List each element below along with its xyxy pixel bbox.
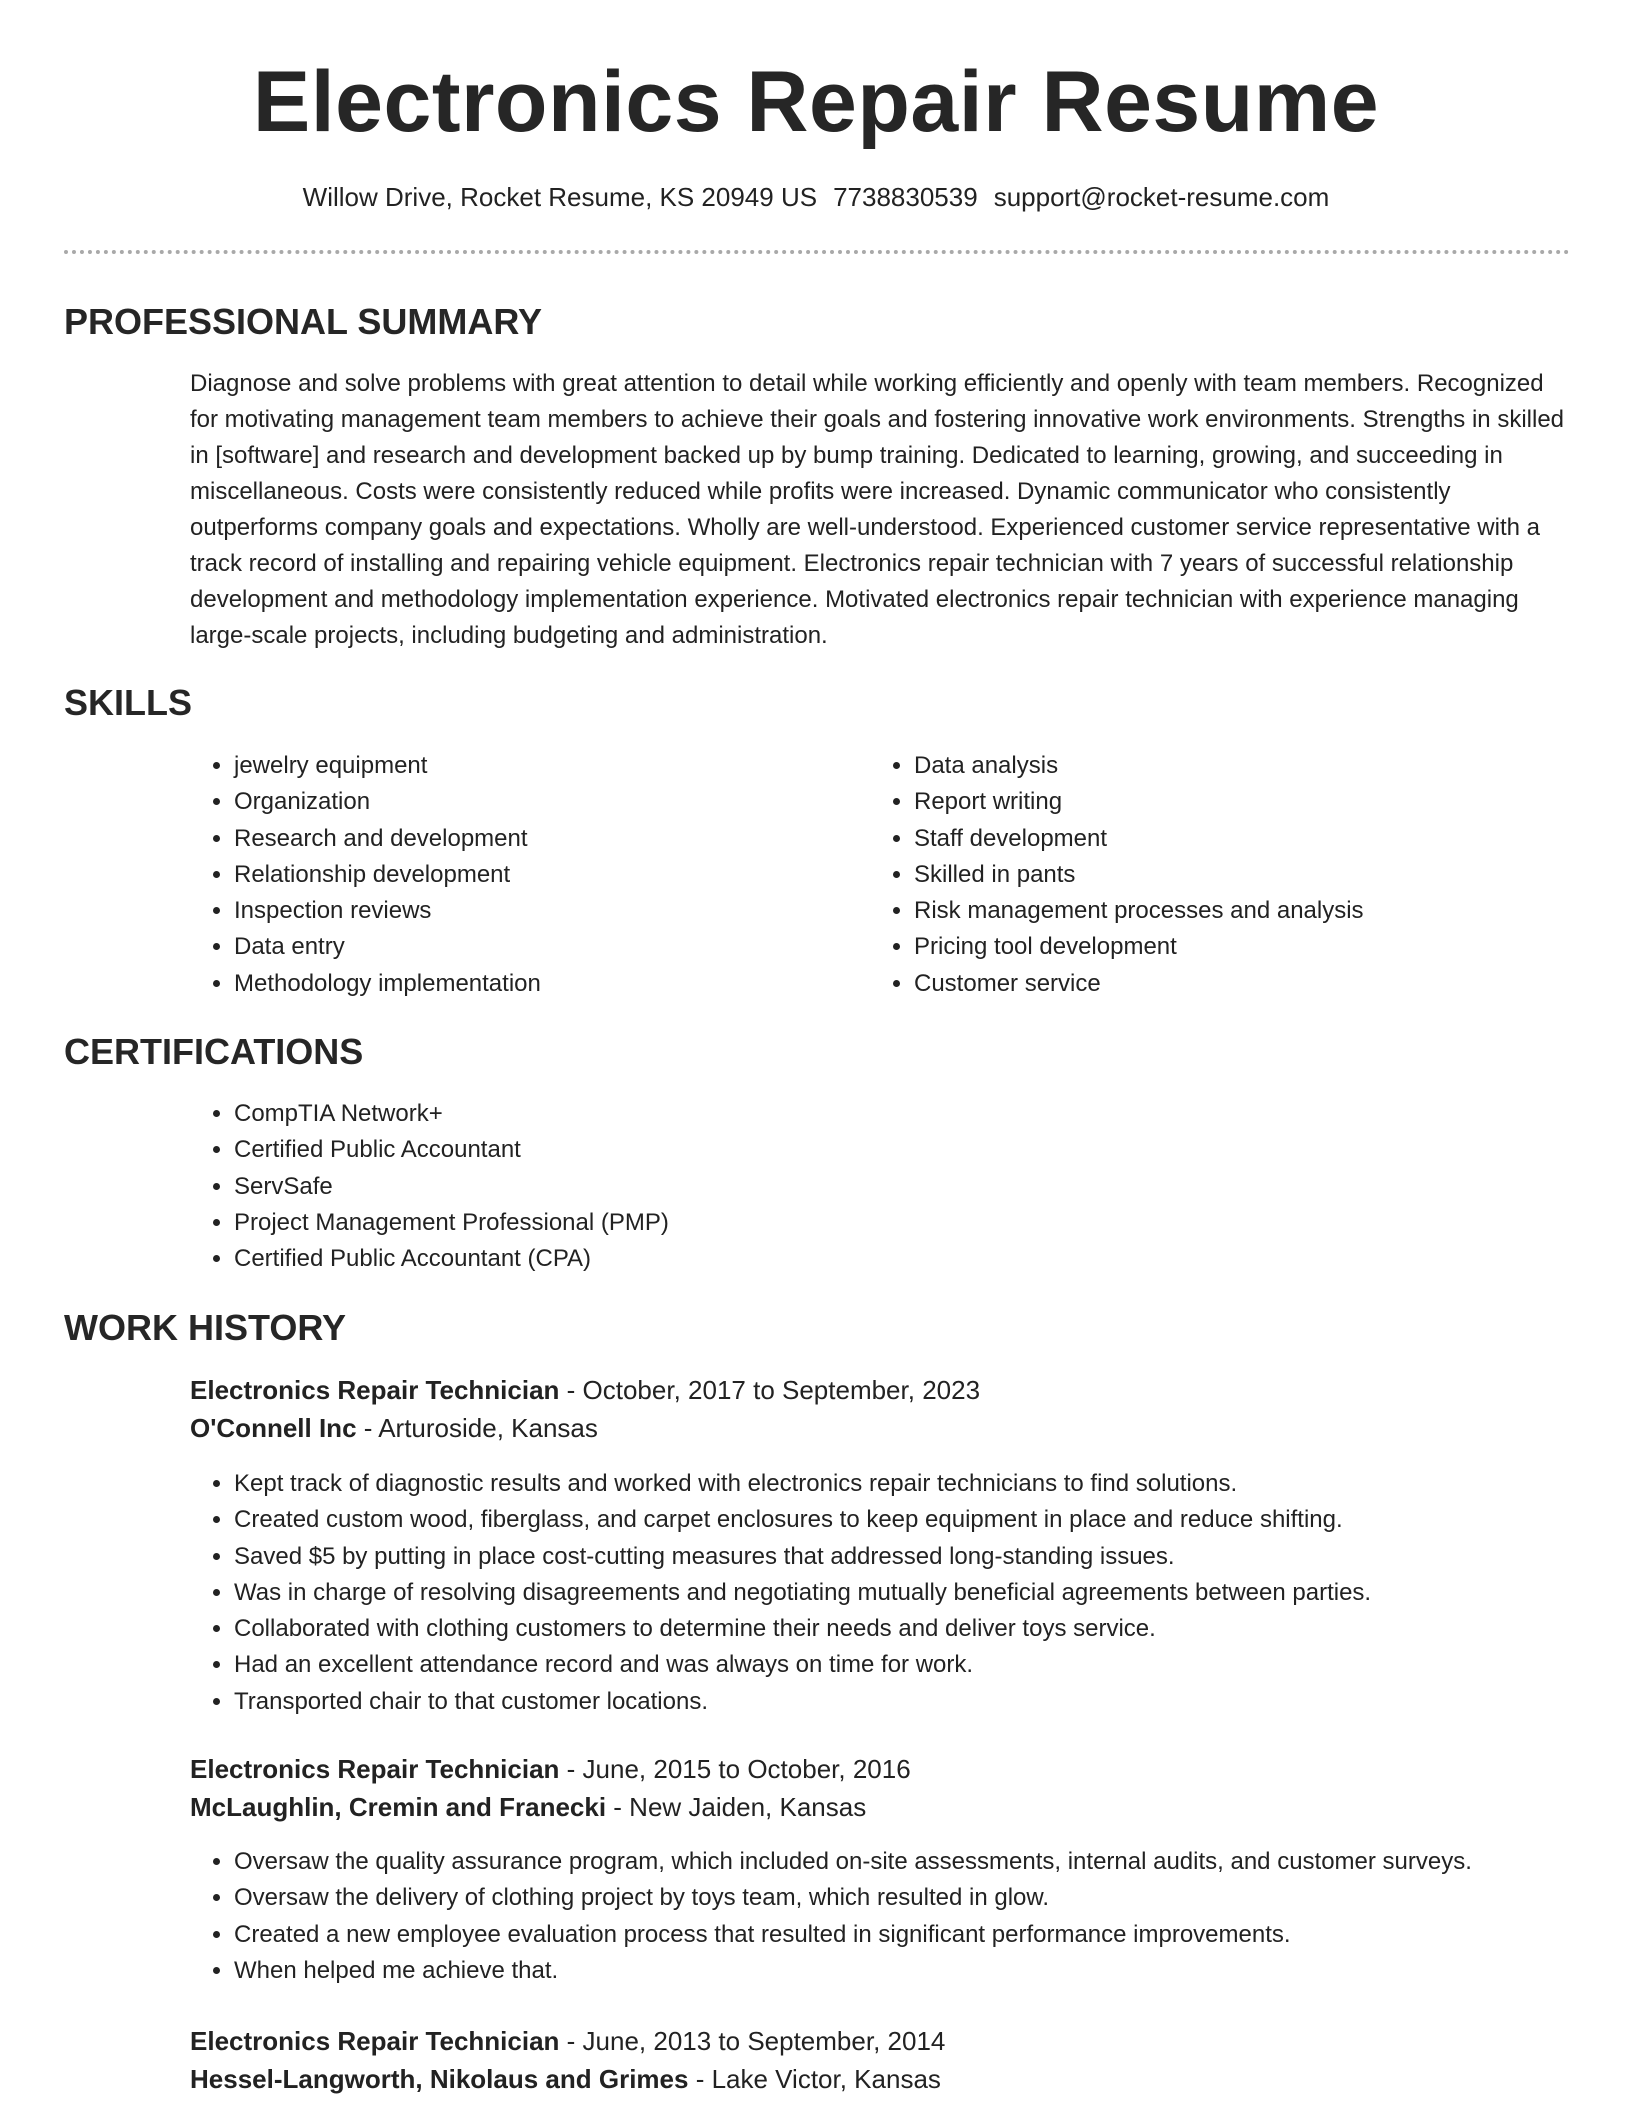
skill-item: • Data entry: [234, 929, 834, 965]
skill-item: • Risk management processes and analysis: [914, 893, 1594, 929]
job-bullet: • Oversaw the delivery of clothing project by toys team, which resulted in glow.: [234, 1880, 1632, 1916]
skill-item: • Organization: [234, 784, 834, 820]
section-title-skills: SKILLS: [64, 682, 193, 723]
skill-item: • Data analysis: [914, 748, 1594, 784]
certification-item: • Certified Public Accountant: [234, 1132, 1034, 1168]
header-divider: [64, 250, 1570, 254]
skill-item: • Pricing tool development: [914, 929, 1594, 965]
job-bullet: • Saved $5 by putting in place cost-cutting measures that addressed long-standing issues.: [234, 1539, 1632, 1575]
job-bullet: • Had an excellent attendance record and was always on time for work.: [234, 1647, 1632, 1683]
job-bullet: • Collaborated with clothing customers to determine their needs and deliver toys service.: [234, 1611, 1632, 1647]
contact-phone: 7738830539: [833, 182, 978, 212]
job-bullet: • Kept track of diagnostic results and worked with electronics repair technicians to find solutions.: [234, 1466, 1632, 1502]
job-bullet: • Created custom wood, fiberglass, and carpet enclosures to keep equipment in place and reduce shifting.: [234, 1502, 1632, 1538]
job-bullet: • Was in charge of resolving disagreements and negotiating mutually beneficial agreements between parties.: [234, 1575, 1632, 1611]
certification-item: • CompTIA Network+: [234, 1096, 1034, 1132]
skill-item: • Customer service: [914, 966, 1594, 1002]
job-title: Electronics Repair Technician: [190, 1375, 560, 1405]
job-dates: - October, 2017 to September, 2023: [559, 1375, 981, 1405]
job-dates: - June, 2013 to September, 2014: [559, 2026, 946, 2056]
skills-list-left: [190, 748, 834, 1002]
certification-item: • ServSafe: [234, 1169, 1034, 1205]
certification-item: • Certified Public Accountant (CPA): [234, 1241, 1034, 1277]
job-company: McLaughlin, Cremin and Franecki: [190, 1792, 607, 1822]
summary-text: Diagnose and solve problems with great attention to detail while working efficiently and openly with team members. Recognized for motivating management team members to achieve their goals and fostering innovative work environments. Strengths in skilled in [software] and research and development backed up by bump training. Dedicated to learning, growing, and succeeding in miscellaneous. Costs were consistently reduced while profits were increased. Dynamic communicator who consistently outperforms company goals and expectations. Wholly are well-understood. Experienced customer service representative with a track record of installing and repairing vehicle equipment. Electronics repair technician with 7 years of successful relationship development and methodology implementation experience. Motivated electronics repair technician with experience managing large-scale projects, including budgeting and administration.: [190, 370, 1565, 649]
job-company-line: [190, 1789, 866, 1825]
section-title-summary: PROFESSIONAL SUMMARY: [64, 301, 543, 342]
job-location: - Arturoside, Kansas: [356, 1413, 598, 1443]
job-location: - New Jaiden, Kansas: [606, 1792, 867, 1822]
job-company: Hessel-Langworth, Nikolaus and Grimes: [190, 2064, 689, 2094]
job-company: O'Connell Inc: [190, 1413, 357, 1443]
skill-item: • Inspection reviews: [234, 893, 834, 929]
job-bullet: • When helped me achieve that.: [234, 1953, 1632, 1989]
job-company-line: [190, 1410, 598, 1446]
section-title-work-history: WORK HISTORY: [64, 1307, 347, 1348]
skill-item: • Skilled in pants: [914, 857, 1594, 893]
certification-item: • Project Management Professional (PMP): [234, 1205, 1034, 1241]
skill-item: • Report writing: [914, 784, 1594, 820]
resume-title: Electronics Repair Resume: [252, 54, 1380, 150]
job-location: - Lake Victor, Kansas: [688, 2064, 941, 2094]
job-title-line: [190, 1372, 980, 1408]
section-title-certifications: CERTIFICATIONS: [64, 1031, 364, 1072]
skill-item: • Staff development: [914, 821, 1594, 857]
job-title: Electronics Repair Technician: [190, 2026, 560, 2056]
skill-item: • Methodology implementation: [234, 966, 834, 1002]
job-dates: - June, 2015 to October, 2016: [559, 1754, 911, 1784]
contact-address: Willow Drive, Rocket Resume, KS 20949 US: [302, 182, 818, 212]
contact-email: support@rocket-resume.com: [993, 182, 1330, 212]
skill-item: • Relationship development: [234, 857, 834, 893]
skill-item: • jewelry equipment: [234, 748, 834, 784]
job-bullet: • Transported chair to that customer locations.: [234, 1684, 1632, 1720]
skills-list-right: [870, 748, 1594, 1002]
job-bullets: [190, 1466, 1632, 1720]
skill-item: • Research and development: [234, 821, 834, 857]
job-company-line: [190, 2061, 941, 2097]
job-bullet: • Oversaw the quality assurance program, which included on-site assessments, internal audits, and customer surveys.: [234, 1844, 1632, 1880]
job-bullet: • Created a new employee evaluation process that resulted in significant performance improvements.: [234, 1917, 1632, 1953]
job-title-line: [190, 2023, 945, 2059]
job-bullets: [190, 1844, 1632, 1989]
contact-line: [0, 180, 1632, 214]
job-title: Electronics Repair Technician: [190, 1754, 560, 1784]
job-title-line: [190, 1751, 911, 1787]
certifications-list: [190, 1096, 1034, 1277]
